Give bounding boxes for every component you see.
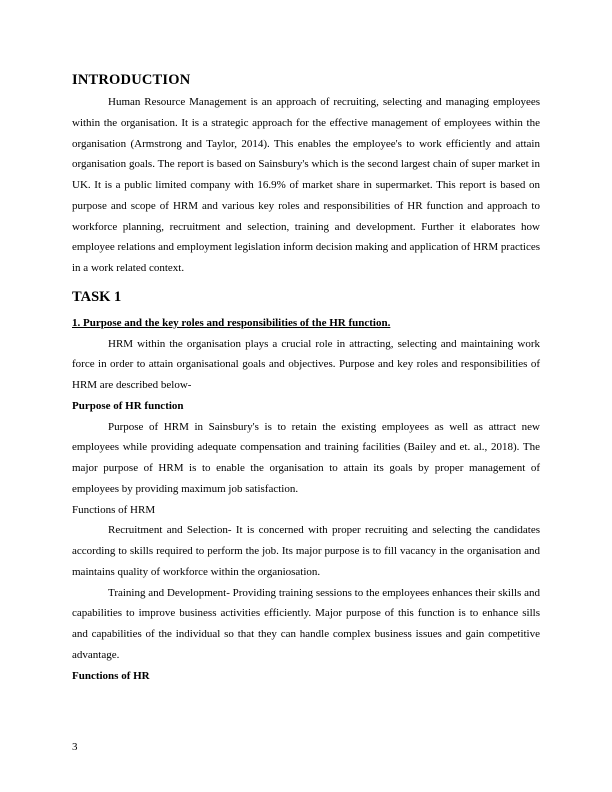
training-paragraph: Training and Development- Providing training sessions to the employees enhances their skills and capabilities to improve business activities efficiently. Major purpose of this function is to enhance sills and capabilities of the individual so that they can handle complex business issues and gain competitive advantage. [72,586,540,661]
functions-hr-heading: Functions of HR [72,669,150,682]
task1-heading: TASK 1 [72,288,122,305]
task1-intro-paragraph: HRM within the organisation plays a crucial role in attracting, selecting and maintaining work force in order to attain organisational goals and objectives. Purpose and key roles and responsibilities of HRM are described below- [72,337,540,391]
page-number: 3 [72,741,78,753]
purpose-heading: Purpose of HR function [72,399,184,412]
introduction-paragraph: Human Resource Management is an approach of recruiting, selecting and managing employees within the organisation. It is a strategic approach for the effective management of employees within the organisation (Armstrong and Taylor, 2014). This enables the employee's to work efficiently and attain organisation goals. The report is based on Sainsbury's which is the second largest chain of super market in UK. It is a public limited company with 16.9% of market share in supermarket. This report is based on purpose and scope of HRM and various key roles and responsibilities of HR function and approach to workforce planning, recruitment and selection, training and development. Further it elaborates how employee relations and employment legislation inform decision making and application of HRM practices in a work related context. [72,96,540,274]
purpose-paragraph: Purpose of HRM in Sainsbury's is to retain the existing employees as well as attract new employees while providing adequate compensation and training facilities (Bailey and et. al., 2018). The major purpose of HRM is to enable the organisation to attain its goals by proper management of employees by providing maximum job satisfaction. [72,420,540,495]
page-content [72,70,540,686]
task1-subheading: 1. Purpose and the key roles and responsibilities of the HR function. [72,316,391,329]
introduction-heading: INTRODUCTION [72,72,191,88]
functions-heading: Functions of HRM [72,503,156,516]
recruitment-paragraph: Recruitment and Selection- It is concerned with proper recruiting and selecting the candidates according to skills required to perform the job. Its major purpose is to fill vacancy in the organisation and maintains quality of workforce within the organiosation. [72,524,540,578]
